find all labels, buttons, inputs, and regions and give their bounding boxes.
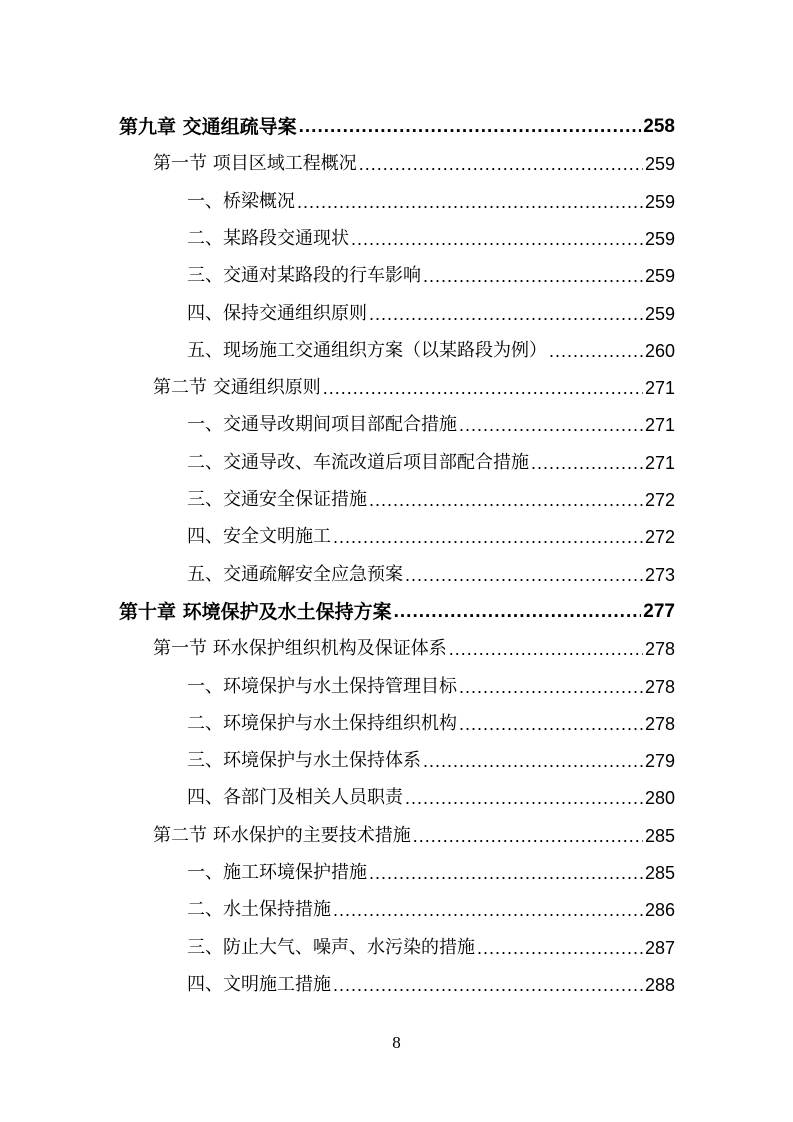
toc-entry-page: 278 bbox=[644, 714, 675, 734]
toc-entry-label: 三、防止大气、噪声、水污染的措施 bbox=[187, 937, 475, 958]
toc-leader-dots bbox=[549, 340, 643, 362]
toc-subsection-entry[interactable] bbox=[187, 288, 675, 325]
toc-entry-page: 258 bbox=[643, 116, 675, 137]
toc-subsection-entry[interactable] bbox=[187, 959, 675, 996]
toc-entry-page: 259 bbox=[644, 304, 675, 324]
toc-entry-page: 286 bbox=[644, 900, 675, 920]
toc-subsection-entry[interactable] bbox=[187, 772, 675, 809]
toc-entry-page: 285 bbox=[644, 826, 675, 846]
toc-leader-dots bbox=[423, 265, 643, 287]
toc-entry-label: 一、环境保护与水土保持管理目标 bbox=[187, 676, 457, 697]
toc-leader-dots bbox=[369, 489, 643, 511]
toc-subsection-entry[interactable] bbox=[187, 474, 675, 511]
toc-entry-page: 259 bbox=[644, 266, 675, 286]
toc-section-entry[interactable] bbox=[153, 623, 675, 660]
toc-leader-dots bbox=[333, 974, 643, 996]
toc-entry-page: 259 bbox=[644, 192, 675, 212]
toc-leader-dots bbox=[351, 228, 643, 250]
toc-entry-page: 259 bbox=[644, 154, 675, 174]
toc-entry-label: 一、桥梁概况 bbox=[187, 191, 295, 212]
toc-section-entry[interactable] bbox=[153, 138, 675, 175]
toc-entry-page: 273 bbox=[644, 565, 675, 585]
toc-entry-page: 280 bbox=[644, 788, 675, 808]
toc-entry-label: 二、水土保持措施 bbox=[187, 899, 331, 920]
toc-entry-page: 279 bbox=[644, 751, 675, 771]
toc-subsection-entry[interactable] bbox=[187, 399, 675, 436]
toc-entry-page: 278 bbox=[644, 677, 675, 697]
toc-entry-label: 二、环境保护与水土保持组织机构 bbox=[187, 713, 457, 734]
toc-leader-dots bbox=[333, 526, 643, 548]
toc-chapter-entry[interactable] bbox=[119, 586, 675, 623]
toc-entry-page: 288 bbox=[644, 975, 675, 995]
toc-subsection-entry[interactable] bbox=[187, 922, 675, 959]
toc-entry-label: 一、施工环境保护措施 bbox=[187, 862, 367, 883]
toc-entry-label: 三、交通对某路段的行车影响 bbox=[187, 265, 421, 286]
toc-leader-dots bbox=[333, 899, 643, 921]
toc-subsection-entry[interactable] bbox=[187, 213, 675, 250]
toc-entry-label: 第一节 项目区域工程概况 bbox=[153, 153, 357, 174]
toc-subsection-entry[interactable] bbox=[187, 847, 675, 884]
toc-subsection-entry[interactable] bbox=[187, 698, 675, 735]
toc-entry-page: 278 bbox=[644, 639, 675, 659]
toc-subsection-entry[interactable] bbox=[187, 325, 675, 362]
toc-leader-dots bbox=[394, 601, 642, 623]
toc-section-entry[interactable] bbox=[153, 362, 675, 399]
toc-leader-dots bbox=[369, 303, 643, 325]
toc-entry-label: 第一节 环水保护组织机构及保证体系 bbox=[153, 638, 447, 659]
toc-leader-dots bbox=[449, 638, 643, 660]
toc-entry-page: 287 bbox=[644, 938, 675, 958]
toc-subsection-entry[interactable] bbox=[187, 511, 675, 548]
toc-subsection-entry[interactable] bbox=[187, 437, 675, 474]
toc-leader-dots bbox=[297, 191, 643, 213]
toc-entry-page: 277 bbox=[643, 601, 675, 622]
toc-entry-label: 三、交通安全保证措施 bbox=[187, 489, 367, 510]
toc-leader-dots bbox=[459, 414, 643, 436]
toc-subsection-entry[interactable] bbox=[187, 735, 675, 772]
toc-entry-label: 五、现场施工交通组织方案（以某路段为例） bbox=[187, 340, 547, 361]
toc-leader-dots bbox=[459, 713, 643, 735]
toc-subsection-entry[interactable] bbox=[187, 549, 675, 586]
toc-entry-label: 第二节 环水保护的主要技术措施 bbox=[153, 825, 411, 846]
toc-leader-dots bbox=[459, 676, 643, 698]
toc-entry-label: 二、某路段交通现状 bbox=[187, 228, 349, 249]
toc-entry-page: 285 bbox=[644, 863, 675, 883]
toc-subsection-entry[interactable] bbox=[187, 661, 675, 698]
toc-subsection-entry[interactable] bbox=[187, 250, 675, 287]
toc-subsection-entry[interactable] bbox=[187, 884, 675, 921]
toc-entry-label: 四、安全文明施工 bbox=[187, 526, 331, 547]
toc-entry-page: 271 bbox=[644, 378, 675, 398]
toc-entry-label: 一、交通导改期间项目部配合措施 bbox=[187, 414, 457, 435]
toc-section-entry[interactable] bbox=[153, 810, 675, 847]
toc-entry-page: 259 bbox=[644, 229, 675, 249]
toc-leader-dots bbox=[413, 825, 643, 847]
toc-entry-page: 271 bbox=[644, 415, 675, 435]
toc-leader-dots bbox=[405, 787, 643, 809]
toc-entry-label: 第十章 环境保护及水土保持方案 bbox=[119, 601, 392, 623]
toc-entry-label: 第九章 交通组疏导案 bbox=[119, 116, 297, 138]
toc-entry-page: 272 bbox=[644, 527, 675, 547]
page-number: 8 bbox=[392, 1033, 401, 1052]
toc-entry-page: 272 bbox=[644, 490, 675, 510]
toc-chapter-entry[interactable] bbox=[119, 101, 675, 138]
toc-leader-dots bbox=[299, 116, 642, 138]
toc-leader-dots bbox=[405, 564, 643, 586]
toc-entry-page: 271 bbox=[644, 453, 675, 473]
toc-entry-label: 四、各部门及相关人员职责 bbox=[187, 787, 403, 808]
toc-entry-label: 四、文明施工措施 bbox=[187, 974, 331, 995]
toc-leader-dots bbox=[423, 750, 643, 772]
toc-entry-page: 260 bbox=[644, 341, 675, 361]
toc-leader-dots bbox=[323, 377, 643, 399]
toc-entry-label: 三、环境保护与水土保持体系 bbox=[187, 750, 421, 771]
toc-entry-label: 第二节 交通组织原则 bbox=[153, 377, 321, 398]
toc-leader-dots bbox=[359, 153, 643, 175]
toc-entry-label: 四、保持交通组织原则 bbox=[187, 303, 367, 324]
toc-subsection-entry[interactable] bbox=[187, 176, 675, 213]
toc-leader-dots bbox=[531, 452, 643, 474]
toc-leader-dots bbox=[369, 862, 643, 884]
toc-entry-label: 五、交通疏解安全应急预案 bbox=[187, 564, 403, 585]
toc-leader-dots bbox=[477, 937, 643, 959]
toc-entry-label: 二、交通导改、车流改道后项目部配合措施 bbox=[187, 452, 529, 473]
